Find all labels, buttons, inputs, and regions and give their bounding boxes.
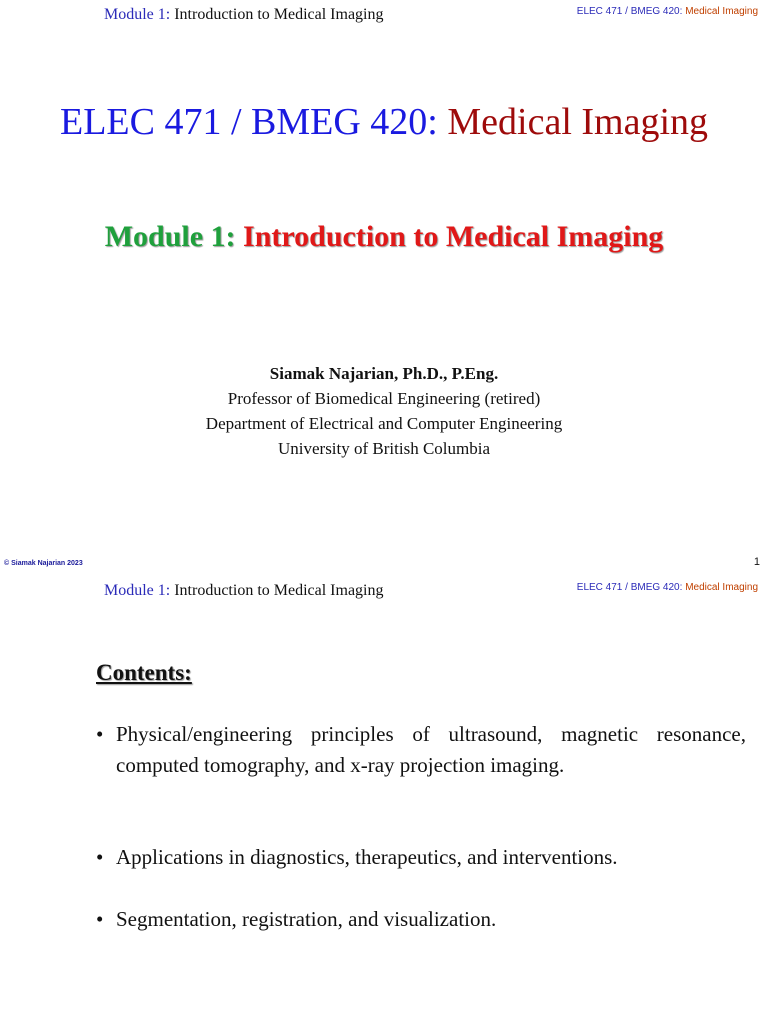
author-university: University of British Columbia bbox=[277, 439, 491, 458]
header-course-code: ELEC 471 / BMEG 420: bbox=[576, 582, 683, 593]
author-position: Professor of Biomedical Engineering (retired) bbox=[227, 389, 541, 408]
contents-slide bbox=[0, 576, 768, 1024]
header-course-name: Medical Imaging bbox=[685, 6, 758, 17]
header-module-title: Introduction to Medical Imaging bbox=[174, 6, 384, 23]
author-department: Department of Electrical and Computer Engineering bbox=[205, 414, 563, 433]
header-module-title: Introduction to Medical Imaging bbox=[174, 582, 384, 599]
list-item-text: Segmentation, registration, and visualization. bbox=[116, 907, 497, 931]
list-item bbox=[96, 719, 746, 781]
list-item-text: Applications in diagnostics, therapeutics, and interventions. bbox=[116, 845, 618, 869]
copyright-notice: © Siamak Najarian 2023 bbox=[4, 560, 83, 567]
slide-header-module bbox=[104, 582, 384, 600]
course-title-name: Medical Imaging bbox=[447, 101, 709, 143]
slide-header-course bbox=[577, 582, 758, 593]
bullet-marker: • bbox=[96, 907, 104, 931]
contents-heading: Contents: bbox=[96, 660, 192, 685]
module-subtitle-label: Module 1: bbox=[104, 220, 236, 253]
module-subtitle bbox=[0, 220, 768, 254]
bullet-marker: • bbox=[96, 845, 104, 869]
page-number: 1 bbox=[753, 556, 760, 568]
list-item-text: Physical/engineering principles of ultrasound, magnetic resonance, computed tomography, and x-ray projection imaging. bbox=[116, 722, 746, 777]
slide-header-module bbox=[104, 6, 384, 24]
header-course-code: ELEC 471 / BMEG 420: bbox=[576, 6, 683, 17]
list-item bbox=[96, 842, 746, 873]
slide-header-course bbox=[577, 6, 758, 17]
course-title-code: ELEC 471 / BMEG 420: bbox=[59, 101, 438, 143]
module-subtitle-text: Introduction to Medical Imaging bbox=[243, 220, 664, 253]
header-module-label: Module 1: bbox=[104, 6, 171, 23]
header-module-label: Module 1: bbox=[104, 582, 171, 599]
list-item bbox=[96, 904, 746, 935]
bullet-marker: • bbox=[96, 722, 104, 746]
course-title bbox=[0, 100, 768, 144]
author-name: Siamak Najarian, Ph.D., P.Eng. bbox=[269, 364, 499, 383]
header-course-name: Medical Imaging bbox=[685, 582, 758, 593]
